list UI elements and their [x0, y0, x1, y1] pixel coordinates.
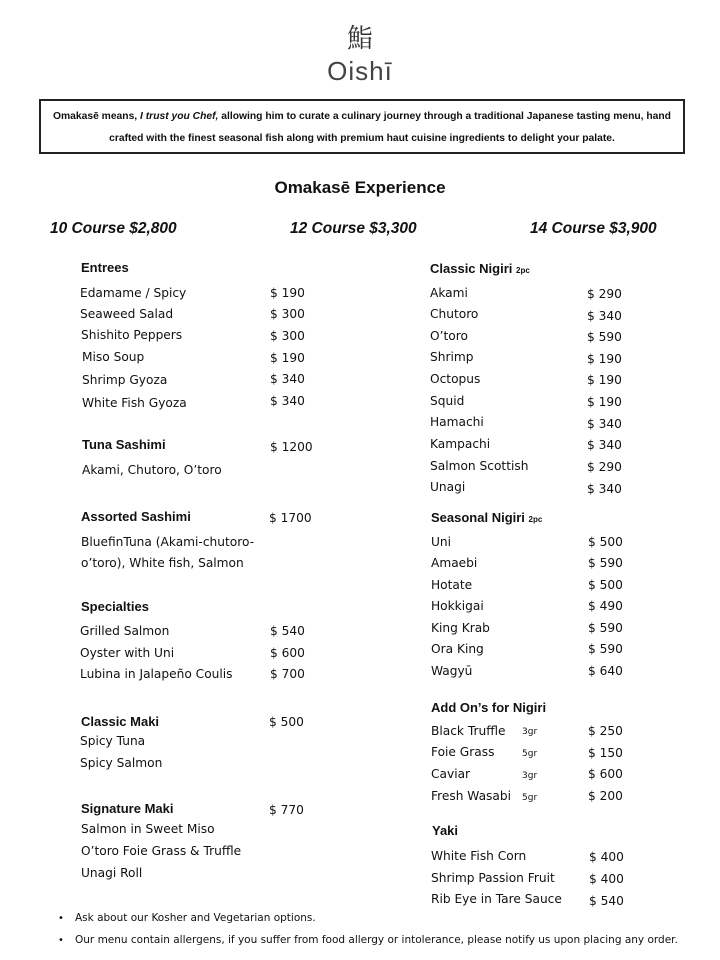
entree-item: White Fish Gyoza	[82, 396, 187, 410]
addon-price: $ 200	[588, 789, 623, 803]
entree-price: $ 300	[270, 329, 305, 343]
classic-nigiri-item: Squid	[430, 394, 465, 408]
addons-title: Add On’s for Nigiri	[431, 700, 547, 715]
entree-price: $ 300	[270, 307, 305, 321]
yaki-item: Rib Eye in Tare Sauce	[431, 892, 562, 906]
addon-item: Caviar	[431, 767, 471, 781]
classic-nigiri-item: Kampachi	[430, 437, 491, 451]
yaki-item: White Fish Corn	[431, 849, 527, 863]
seasonal-nigiri-price: $ 500	[588, 578, 623, 592]
entree-item: Miso Soup	[82, 350, 145, 364]
classic-nigiri-item: Octopus	[430, 372, 481, 386]
classic-nigiri-price: $ 340	[587, 309, 622, 323]
addon-weight: 5gr	[522, 749, 538, 759]
classic-nigiri-price: $ 590	[587, 330, 622, 344]
addon-weight: 5gr	[522, 793, 538, 803]
yaki-price: $ 540	[589, 894, 624, 908]
intro-text-1: Omakasē means,	[53, 111, 141, 122]
addon-item: Foie Grass	[431, 745, 495, 759]
classic-nigiri-price: $ 340	[587, 417, 622, 431]
classic-nigiri-price: $ 340	[587, 438, 622, 452]
addon-price: $ 250	[588, 724, 623, 738]
seasonal-nigiri-price: $ 490	[588, 599, 623, 613]
seasonal-nigiri-item: Amaebi	[431, 556, 478, 570]
seasonal-nigiri-item: Hotate	[431, 578, 473, 592]
yaki-title: Yaki	[432, 823, 459, 838]
intro-italic: I trust you Chef,	[140, 111, 219, 122]
logo-kanji: 鮨	[346, 24, 373, 54]
signature-maki-price: $ 770	[269, 803, 304, 817]
specialty-price: $ 540	[270, 624, 305, 638]
intro-text-2: allowing him to curate a culinary journey through a traditional Japanese tasting menu, hand crafted with the finest seasonal fish along with premium haut cuisine ingredients to delight your palate.	[109, 111, 671, 144]
classic-nigiri-item: Salmon Scottish	[430, 459, 529, 473]
signature-maki-item: Salmon in Sweet Miso	[81, 822, 215, 836]
signature-maki-item: O’toro Foie Grass & Truffle	[81, 844, 242, 858]
specialty-price: $ 700	[270, 667, 305, 681]
specialties-title: Specialties	[81, 599, 149, 614]
classic-nigiri-item: Unagi	[430, 480, 466, 494]
seasonal-nigiri-item: Hokkigai	[431, 599, 484, 613]
entree-item: Shishito Peppers	[81, 328, 183, 342]
yaki-price: $ 400	[589, 850, 624, 864]
seasonal-nigiri-item: King Krab	[431, 621, 490, 635]
seasonal-nigiri-price: $ 640	[588, 664, 623, 678]
addon-price: $ 600	[588, 767, 623, 781]
entree-price: $ 190	[270, 286, 305, 300]
classic-maki-item: Spicy Salmon	[80, 756, 163, 770]
course-12: 12 Course $3,300	[290, 220, 417, 237]
note-kosher: Ask about our Kosher and Vegetarian options.	[75, 912, 316, 924]
entree-item: Seaweed Salad	[80, 307, 174, 321]
classic-nigiri-price: $ 190	[587, 395, 622, 409]
yaki-item: Shrimp Passion Fruit	[431, 871, 555, 885]
tuna-sashimi-price: $ 1200	[270, 440, 313, 454]
classic-nigiri-item: Akami	[430, 286, 468, 300]
entree-price: $ 340	[270, 372, 305, 386]
seasonal-nigiri-price: $ 590	[588, 621, 623, 635]
classic-nigiri-price: $ 190	[587, 352, 622, 366]
page-title: Omakasē Experience	[274, 178, 446, 197]
bullet: •	[58, 913, 64, 924]
seasonal-nigiri-unit: 2pc	[528, 515, 543, 524]
assorted-sashimi-title: Assorted Sashimi	[81, 509, 191, 524]
specialty-price: $ 600	[270, 646, 305, 660]
seasonal-nigiri-price: $ 590	[588, 642, 623, 656]
assorted-sashimi-desc: BluefinTuna (Akami-chutoro-	[81, 535, 255, 549]
assorted-sashimi-price: $ 1700	[269, 511, 312, 525]
seasonal-nigiri-item: Uni	[431, 535, 452, 549]
seasonal-nigiri-title	[431, 510, 542, 525]
specialty-item: Oyster with Uni	[80, 646, 175, 660]
entree-price: $ 340	[270, 394, 305, 408]
specialty-item: Lubina in Jalapeño Coulis	[80, 667, 233, 681]
classic-nigiri-price: $ 290	[587, 460, 622, 474]
classic-nigiri-item: O’toro	[430, 329, 468, 343]
classic-nigiri-unit: 2pc	[516, 266, 530, 275]
signature-maki-title: Signature Maki	[81, 801, 174, 816]
classic-nigiri-title	[430, 261, 530, 276]
note-allergens: Our menu contain allergens, if you suffer from food allergy or intolerance, please notify us upon placing any order.	[75, 934, 678, 946]
specialty-item: Grilled Salmon	[80, 624, 170, 638]
brand-name: Oishī	[327, 56, 393, 86]
course-14: 14 Course $3,900	[530, 220, 657, 237]
addon-price: $ 150	[588, 746, 623, 760]
classic-maki-item: Spicy Tuna	[80, 734, 146, 748]
classic-maki-title: Classic Maki	[81, 714, 160, 729]
entrees-title: Entrees	[81, 260, 129, 275]
seasonal-nigiri-item: Wagyū	[431, 664, 473, 678]
intro-box	[39, 99, 685, 154]
tuna-sashimi-desc: Akami, Chutoro, O’toro	[82, 463, 222, 477]
assorted-sashimi-desc: o’toro), White fish, Salmon	[81, 556, 244, 570]
entree-item: Edamame / Spicy	[80, 286, 187, 300]
entree-price: $ 190	[270, 351, 305, 365]
bullet: •	[58, 935, 64, 946]
classic-nigiri-title-text: Classic Nigiri	[430, 261, 513, 276]
course-10: 10 Course $2,800	[50, 220, 177, 237]
addon-item: Black Truffle	[431, 724, 506, 738]
seasonal-nigiri-title-text: Seasonal Nigiri	[431, 510, 525, 525]
seasonal-nigiri-price: $ 590	[588, 556, 623, 570]
seasonal-nigiri-item: Ora King	[431, 642, 484, 656]
classic-nigiri-item: Hamachi	[430, 415, 484, 429]
classic-nigiri-item: Shrimp	[430, 350, 474, 364]
entree-item: Shrimp Gyoza	[82, 373, 168, 387]
yaki-price: $ 400	[589, 872, 624, 886]
signature-maki-item: Unagi Roll	[81, 866, 143, 880]
addon-weight: 3gr	[522, 771, 538, 781]
addon-item: Fresh Wasabi	[431, 789, 511, 803]
classic-nigiri-price: $ 290	[587, 287, 622, 301]
classic-nigiri-price: $ 340	[587, 482, 622, 496]
classic-nigiri-price: $ 190	[587, 373, 622, 387]
classic-nigiri-item: Chutoro	[430, 307, 479, 321]
seasonal-nigiri-price: $ 500	[588, 535, 623, 549]
classic-maki-price: $ 500	[269, 715, 304, 729]
addon-weight: 3gr	[522, 727, 538, 737]
tuna-sashimi-title: Tuna Sashimi	[82, 437, 166, 452]
